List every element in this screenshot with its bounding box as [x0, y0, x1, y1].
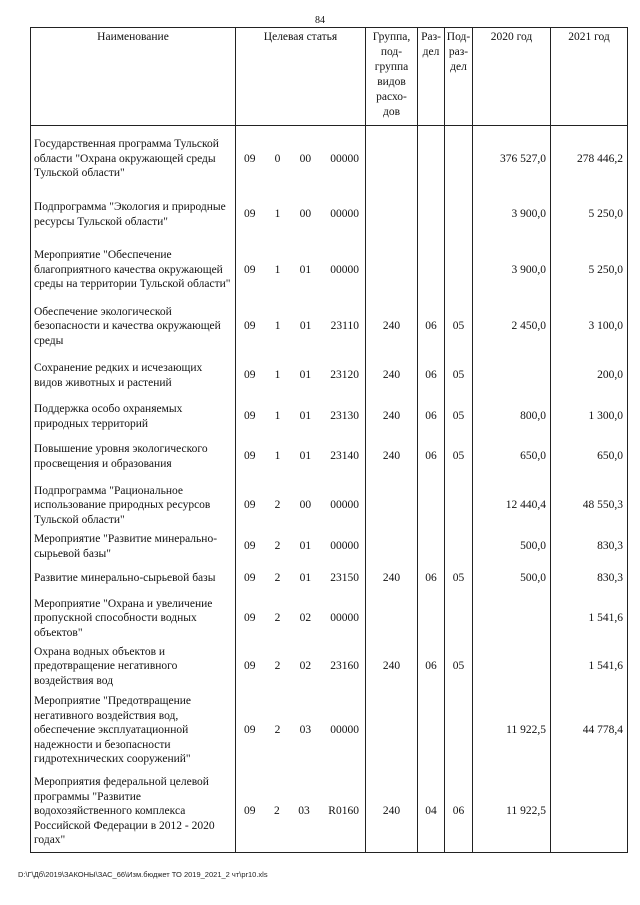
target-article-c3: 01	[299, 572, 312, 585]
row-subsection: 06	[445, 771, 473, 853]
target-article-c1: 09	[244, 450, 256, 463]
row-target-article	[236, 192, 366, 238]
row-section	[418, 691, 445, 771]
row-section	[418, 126, 445, 192]
row-amount-2020: 2 450,0	[473, 303, 551, 351]
table-row	[31, 401, 628, 433]
table-row	[31, 433, 628, 481]
row-amount-2021: 830,3	[551, 563, 628, 595]
row-target-article	[236, 643, 366, 691]
row-expense-group	[366, 481, 418, 531]
table-row	[31, 691, 628, 771]
target-article-c1: 09	[244, 369, 256, 382]
row-amount-2021: 3 100,0	[551, 303, 628, 351]
row-section: 06	[418, 643, 445, 691]
target-article-parts	[238, 263, 363, 278]
row-name: Сохранение редких и исчезающих видов животных и растений	[31, 351, 236, 401]
target-article-c1: 09	[244, 612, 256, 625]
table-row	[31, 481, 628, 531]
row-amount-2021: 830,3	[551, 531, 628, 563]
row-expense-group	[366, 691, 418, 771]
table-row	[31, 192, 628, 238]
row-subsection: 05	[445, 433, 473, 481]
target-article-c2: 0	[274, 152, 281, 165]
budget-table-container	[30, 27, 627, 853]
row-amount-2021: 278 446,2	[551, 126, 628, 192]
target-article-c3: 00	[299, 208, 312, 221]
target-article-c2: 1	[274, 369, 281, 382]
row-amount-2021: 200,0	[551, 351, 628, 401]
target-article-c2: 2	[274, 724, 281, 737]
target-article-parts	[238, 539, 363, 554]
table-row	[31, 771, 628, 853]
target-article-c2: 1	[274, 450, 281, 463]
row-subsection	[445, 126, 473, 192]
row-expense-group: 240	[366, 643, 418, 691]
target-article-c4: 23160	[330, 660, 359, 673]
target-article-c3: 01	[299, 450, 312, 463]
target-article-c4: 00000	[330, 540, 359, 553]
row-name: Охрана водных объектов и предотвращение негативного воздействия вод	[31, 643, 236, 691]
target-article-c4: R0160	[328, 805, 359, 817]
target-article-c3: 00	[299, 152, 312, 165]
table-row	[31, 238, 628, 303]
row-subsection	[445, 531, 473, 563]
row-subsection	[445, 192, 473, 238]
row-amount-2021: 1 541,6	[551, 643, 628, 691]
row-subsection	[445, 238, 473, 303]
table-row	[31, 643, 628, 691]
row-expense-group	[366, 192, 418, 238]
row-section: 06	[418, 303, 445, 351]
target-article-c3: 03	[298, 805, 310, 817]
row-amount-2020: 11 922,5	[473, 771, 551, 853]
header-year-2021: 2021 год	[551, 28, 628, 126]
target-article-c2: 1	[274, 208, 281, 221]
row-amount-2021: 1 541,6	[551, 595, 628, 643]
row-section	[418, 238, 445, 303]
row-expense-group: 240	[366, 303, 418, 351]
target-article-c4: 23110	[330, 320, 359, 333]
page-number: 84	[315, 15, 325, 26]
row-target-article	[236, 126, 366, 192]
target-article-c1: 09	[244, 572, 256, 585]
row-target-article	[236, 595, 366, 643]
row-amount-2020: 800,0	[473, 401, 551, 433]
row-amount-2020: 376 527,0	[473, 126, 551, 192]
target-article-parts	[238, 804, 363, 819]
target-article-c1: 09	[244, 320, 256, 333]
target-article-c3: 02	[299, 612, 312, 625]
target-article-c2: 1	[274, 320, 281, 333]
row-target-article	[236, 303, 366, 351]
row-target-article	[236, 691, 366, 771]
row-name: Мероприятие "Обеспечение благоприятного качества окружающей среды на территории Тульской области"	[31, 238, 236, 303]
table-row	[31, 563, 628, 595]
table-row	[31, 595, 628, 643]
row-name: Государственная программа Тульской области "Охрана окружающей среды Тульской области"	[31, 126, 236, 192]
row-section	[418, 531, 445, 563]
row-expense-group: 240	[366, 563, 418, 595]
footer-file-path: D:\Г\Дб\2019\ЗАКОНЫ\ЗАС_66\Изм.бюджет ТО 2019_2021_2 чт\рr10.xls	[18, 870, 268, 879]
row-amount-2021: 650,0	[551, 433, 628, 481]
row-amount-2020: 11 922,5	[473, 691, 551, 771]
row-expense-group: 240	[366, 433, 418, 481]
row-target-article	[236, 351, 366, 401]
target-article-c2: 2	[274, 499, 281, 512]
target-article-parts	[238, 498, 363, 513]
target-article-c3: 01	[299, 369, 312, 382]
row-amount-2020	[473, 643, 551, 691]
target-article-c4: 00000	[330, 499, 359, 512]
row-name: Развитие минерально-сырьевой базы	[31, 563, 236, 595]
row-target-article	[236, 481, 366, 531]
row-amount-2020: 12 440,4	[473, 481, 551, 531]
header-subsection: Под- раз- дел	[445, 28, 473, 126]
target-article-c1: 09	[244, 499, 256, 512]
target-article-c1: 09	[244, 410, 256, 423]
row-name: Повышение уровня экологического просвещения и образования	[31, 433, 236, 481]
target-article-c2: 1	[274, 410, 281, 423]
row-section	[418, 595, 445, 643]
row-section	[418, 192, 445, 238]
target-article-c3: 01	[299, 320, 312, 333]
target-article-c1: 09	[244, 263, 256, 276]
row-name: Обеспечение экологической безопасности и качества окружающей среды	[31, 303, 236, 351]
header-expense-group: Группа, под- группа видов расхо- дов	[366, 28, 418, 126]
target-article-c2: 2	[274, 805, 280, 817]
row-amount-2020	[473, 595, 551, 643]
row-section	[418, 481, 445, 531]
row-section: 06	[418, 351, 445, 401]
row-amount-2020: 3 900,0	[473, 192, 551, 238]
table-row	[31, 303, 628, 351]
target-article-c4: 23120	[330, 369, 359, 382]
target-article-c2: 2	[274, 660, 281, 673]
budget-table	[30, 27, 628, 853]
row-section: 06	[418, 401, 445, 433]
row-section: 06	[418, 563, 445, 595]
target-article-c1: 09	[244, 208, 256, 221]
target-article-parts	[238, 659, 363, 674]
header-name: Наименование	[31, 28, 236, 126]
target-article-c3: 01	[299, 263, 312, 276]
row-expense-group	[366, 238, 418, 303]
target-article-c2: 2	[274, 612, 281, 625]
row-expense-group: 240	[366, 351, 418, 401]
target-article-c2: 2	[274, 540, 281, 553]
target-article-parts	[238, 152, 363, 167]
row-amount-2021: 1 300,0	[551, 401, 628, 433]
table-row	[31, 351, 628, 401]
target-article-parts	[238, 611, 363, 626]
target-article-c3: 00	[299, 499, 312, 512]
header-target-article: Целевая статья	[236, 28, 366, 126]
row-section: 04	[418, 771, 445, 853]
row-name: Мероприятие "Предотвращение негативного воздействия вод, обеспечение эксплуатационной надежности и безопасности гидротехнических сооружений"	[31, 691, 236, 771]
target-article-parts	[238, 723, 363, 738]
target-article-c3: 03	[299, 724, 312, 737]
target-article-parts	[238, 207, 363, 222]
row-name: Подпрограмма "Экология и природные ресурсы Тульской области"	[31, 192, 236, 238]
target-article-c1: 09	[244, 540, 256, 553]
target-article-c1: 09	[244, 660, 256, 673]
target-article-c3: 02	[299, 660, 312, 673]
row-name: Мероприятие "Охрана и увеличение пропускной способности водных объектов"	[31, 595, 236, 643]
target-article-c4: 23130	[330, 410, 359, 423]
row-section: 06	[418, 433, 445, 481]
table-header-row	[31, 28, 628, 126]
row-name: Подпрограмма "Рациональное использование природных ресурсов Тульской области"	[31, 481, 236, 531]
row-amount-2020: 3 900,0	[473, 238, 551, 303]
row-subsection	[445, 691, 473, 771]
target-article-c2: 1	[274, 263, 281, 276]
target-article-c4: 00000	[330, 152, 359, 165]
row-subsection: 05	[445, 401, 473, 433]
row-amount-2020: 650,0	[473, 433, 551, 481]
header-year-2020: 2020 год	[473, 28, 551, 126]
target-article-c1: 09	[244, 724, 256, 737]
target-article-c1: 09	[244, 805, 256, 817]
target-article-c4: 23150	[330, 572, 359, 585]
row-amount-2020: 500,0	[473, 563, 551, 595]
target-article-c4: 00000	[330, 612, 359, 625]
target-article-parts	[238, 368, 363, 383]
target-article-c4: 00000	[330, 724, 359, 737]
row-expense-group	[366, 531, 418, 563]
row-amount-2021: 5 250,0	[551, 192, 628, 238]
target-article-c1: 09	[244, 152, 256, 165]
row-expense-group	[366, 595, 418, 643]
row-name: Поддержка особо охраняемых природных территорий	[31, 401, 236, 433]
target-article-c3: 01	[299, 540, 312, 553]
row-amount-2021: 44 778,4	[551, 691, 628, 771]
target-article-parts	[238, 571, 363, 586]
target-article-parts	[238, 409, 363, 424]
row-subsection	[445, 481, 473, 531]
row-target-article	[236, 563, 366, 595]
row-amount-2020	[473, 351, 551, 401]
row-target-article	[236, 771, 366, 853]
target-article-c2: 2	[274, 572, 281, 585]
row-target-article	[236, 433, 366, 481]
target-article-c4: 00000	[330, 208, 359, 221]
table-body	[31, 126, 628, 853]
header-section: Раз- дел	[418, 28, 445, 126]
table-row	[31, 126, 628, 192]
target-article-c4: 23140	[330, 450, 359, 463]
row-subsection: 05	[445, 643, 473, 691]
row-subsection: 05	[445, 351, 473, 401]
row-amount-2021	[551, 771, 628, 853]
target-article-c3: 01	[299, 410, 312, 423]
row-target-article	[236, 238, 366, 303]
row-expense-group: 240	[366, 401, 418, 433]
row-amount-2020: 500,0	[473, 531, 551, 563]
row-expense-group: 240	[366, 771, 418, 853]
target-article-parts	[238, 319, 363, 334]
row-subsection: 05	[445, 303, 473, 351]
row-subsection: 05	[445, 563, 473, 595]
row-subsection	[445, 595, 473, 643]
target-article-parts	[238, 449, 363, 464]
row-name: Мероприятия федеральной целевой программы "Развитие водохозяйственного комплекса Российской Федерации в 2012 - 2020 годах"	[31, 771, 236, 853]
row-amount-2021: 48 550,3	[551, 481, 628, 531]
row-name: Мероприятие "Развитие минерально-сырьевой базы"	[31, 531, 236, 563]
row-target-article	[236, 531, 366, 563]
row-expense-group	[366, 126, 418, 192]
table-row	[31, 531, 628, 563]
target-article-c4: 00000	[330, 263, 359, 276]
row-target-article	[236, 401, 366, 433]
row-amount-2021: 5 250,0	[551, 238, 628, 303]
